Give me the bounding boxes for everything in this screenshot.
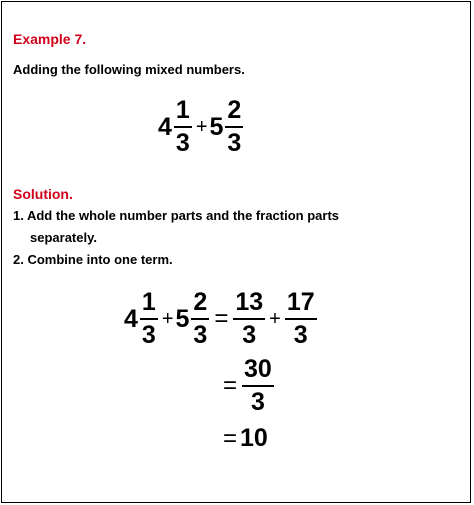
problem-denominator-2: 3 xyxy=(227,129,242,157)
problem-fraction-2 xyxy=(225,98,243,156)
problem-whole-2: 5 xyxy=(209,112,224,141)
work-denominator-4: 3 xyxy=(293,321,308,349)
work-fraction-1 xyxy=(140,290,158,348)
work-whole-1: 4 xyxy=(124,304,138,333)
work-result-numerator: 30 xyxy=(244,355,272,383)
problem-denominator-1: 3 xyxy=(175,129,190,157)
equals-sign: = xyxy=(214,305,229,332)
work-result-fraction xyxy=(242,357,274,415)
fraction-bar xyxy=(225,126,243,128)
work-fraction-2 xyxy=(191,290,209,348)
work-fraction-3 xyxy=(233,290,265,348)
equals-sign: = xyxy=(223,372,238,399)
fraction-bar xyxy=(174,126,192,128)
equals-sign: = xyxy=(223,424,238,452)
problem-numerator-2: 2 xyxy=(227,96,242,124)
work-numerator-1: 1 xyxy=(141,288,156,316)
work-denominator-2: 3 xyxy=(193,321,208,349)
work-final-answer: 10 xyxy=(240,424,268,452)
problem-whole-1: 4 xyxy=(158,112,172,141)
fraction-bar xyxy=(285,318,317,320)
solution-title: Solution. xyxy=(13,186,73,202)
solution-step-2: 2. Combine into one term. xyxy=(13,252,173,267)
solution-step-1: 1. Add the whole number parts and the fraction parts xyxy=(13,208,340,223)
work-denominator-3: 3 xyxy=(242,321,257,349)
work-numerator-3: 13 xyxy=(235,288,264,316)
plus-sign: + xyxy=(269,308,281,330)
solution-step-1-continued: separately. xyxy=(30,230,97,245)
plus-sign: + xyxy=(195,116,208,138)
work-numerator-4: 17 xyxy=(286,288,315,316)
problem-numerator-1: 1 xyxy=(175,96,190,124)
plus-sign: + xyxy=(161,308,174,330)
example-prompt: Adding the following mixed numbers. xyxy=(13,62,245,77)
work-line-1 xyxy=(124,290,319,348)
work-numerator-2: 2 xyxy=(193,288,208,316)
fraction-bar xyxy=(233,318,265,320)
work-line-2 xyxy=(220,357,276,415)
work-fraction-4 xyxy=(285,290,317,348)
problem-expression xyxy=(158,98,245,156)
fraction-bar xyxy=(191,318,209,320)
fraction-bar xyxy=(140,318,158,320)
example-title: Example 7. xyxy=(13,31,87,47)
work-denominator-1: 3 xyxy=(141,321,156,349)
work-result-denominator: 3 xyxy=(250,388,265,416)
problem-fraction-1 xyxy=(174,98,192,156)
work-whole-2: 5 xyxy=(175,304,190,333)
fraction-bar xyxy=(242,385,274,387)
work-line-3 xyxy=(220,426,268,451)
